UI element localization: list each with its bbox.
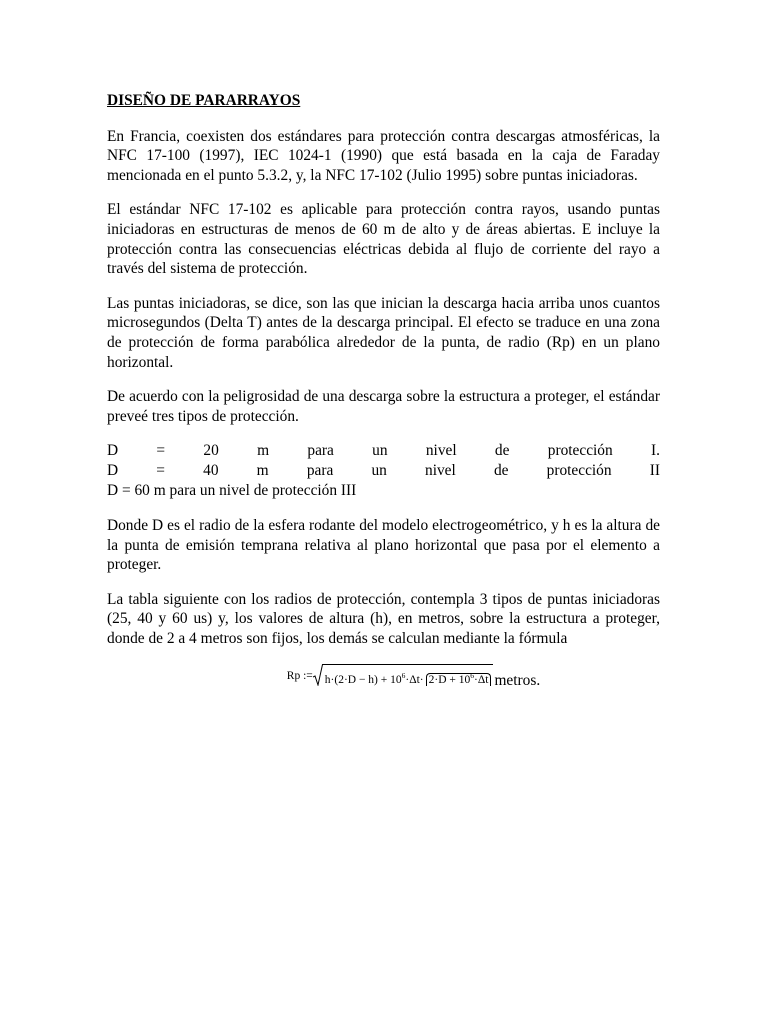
- formula-exponent-2: 6: [470, 670, 475, 680]
- level-word: D: [107, 461, 119, 479]
- level-word: para: [307, 442, 334, 460]
- formula-term4: ·Δt: [474, 673, 489, 686]
- level-word: m: [257, 442, 270, 460]
- formula-lhs: Rp :=: [286, 670, 313, 683]
- level-word: protección: [546, 461, 612, 479]
- formula-radicand: [323, 664, 494, 691]
- level-word: de: [494, 442, 510, 460]
- level-word: II: [649, 461, 660, 479]
- level-word: I.: [651, 442, 660, 460]
- formula-term3: 2·D + 10: [428, 673, 471, 686]
- paragraph-standards-france: En Francia, coexisten dos estándares para protección contra descargas atmosféricas, la NFC 17-100 (1997), IEC 1024-1 (1990) que está basada en la caja de Faraday mencionada en el punto 5.3.2, y, la NFC 17-102 (Julio 1995) sobre puntas iniciadoras.: [107, 127, 660, 184]
- formula-exponent-1: 6: [401, 670, 406, 680]
- protection-level-row-2: [107, 461, 660, 481]
- paragraph-nfc-17-102: El estándar NFC 17-102 es aplicable para protección contra rayos, usando puntas iniciadoras en estructuras de menos de 60 m de alto y de áreas abiertas. E incluye la protección contra las consecuencias eléctricas debida al flujo de corriente del rayo a través del sistema de protección.: [107, 201, 660, 278]
- radical-sign-icon: [313, 664, 323, 686]
- level-word: 40: [203, 461, 219, 479]
- level-word: un: [372, 442, 388, 460]
- document-title: DISEÑO DE PARARRAYOS: [107, 92, 301, 109]
- protection-levels: [107, 441, 660, 500]
- level-word: para: [306, 461, 334, 479]
- rp-formula: [287, 664, 494, 691]
- paragraph-peligrosidad: De acuerdo con la peligrosidad de una descarga sobre la estructura a proteger, el estándar preveé tres tipos de protección.: [107, 388, 660, 425]
- protection-level-row-3: D = 60 m para un nivel de protección III: [107, 481, 357, 499]
- level-word: 20: [203, 442, 219, 460]
- document-page: [107, 91, 660, 690]
- paragraph-esfera-rodante: Donde D es el radio de la esfera rodante del modelo electrogeométrico, y h es la altura de la punta de emisión temprana relativa al plano horizontal que pasa por el elemento a proteger.: [107, 517, 660, 574]
- formula-unit: metros.: [494, 671, 541, 689]
- level-word: nivel: [425, 461, 456, 479]
- paragraph-tabla-radios: La tabla siguiente con los radios de protección, contempla 3 tipos de puntas iniciadoras (25, 40 y 60 us) y, los valores de altura (h), en metros, sobre la estructura a proteger, donde de 2 a 4 metros son fijos, los demás se calculan mediante la fórmula: [107, 590, 660, 648]
- level-word: de: [493, 461, 509, 479]
- level-word: nivel: [425, 442, 457, 460]
- formula-sub-radical: [426, 670, 492, 686]
- level-word: =: [156, 442, 166, 460]
- formula-term2: ·Δt·: [405, 673, 424, 686]
- square-root: [313, 664, 494, 691]
- paragraph-puntas-iniciadoras: Las puntas iniciadoras, se dice, son las que inician la descarga hacia arriba unos cuantos microsegundos (Delta T) antes de la descarga principal. El efecto se traduce en una zona de protección de forma parabólica alrededor de la punta, de radio (Rp) en un plano horizontal.: [107, 294, 660, 371]
- level-word: =: [156, 461, 165, 479]
- level-word: un: [371, 461, 387, 479]
- level-word: protección: [547, 442, 613, 460]
- level-word: m: [256, 461, 269, 479]
- formula-block: [107, 664, 660, 691]
- level-word: D: [107, 442, 119, 460]
- formula-term1: h·(2·D − h) + 10: [324, 673, 402, 686]
- protection-level-row-1: [107, 441, 660, 461]
